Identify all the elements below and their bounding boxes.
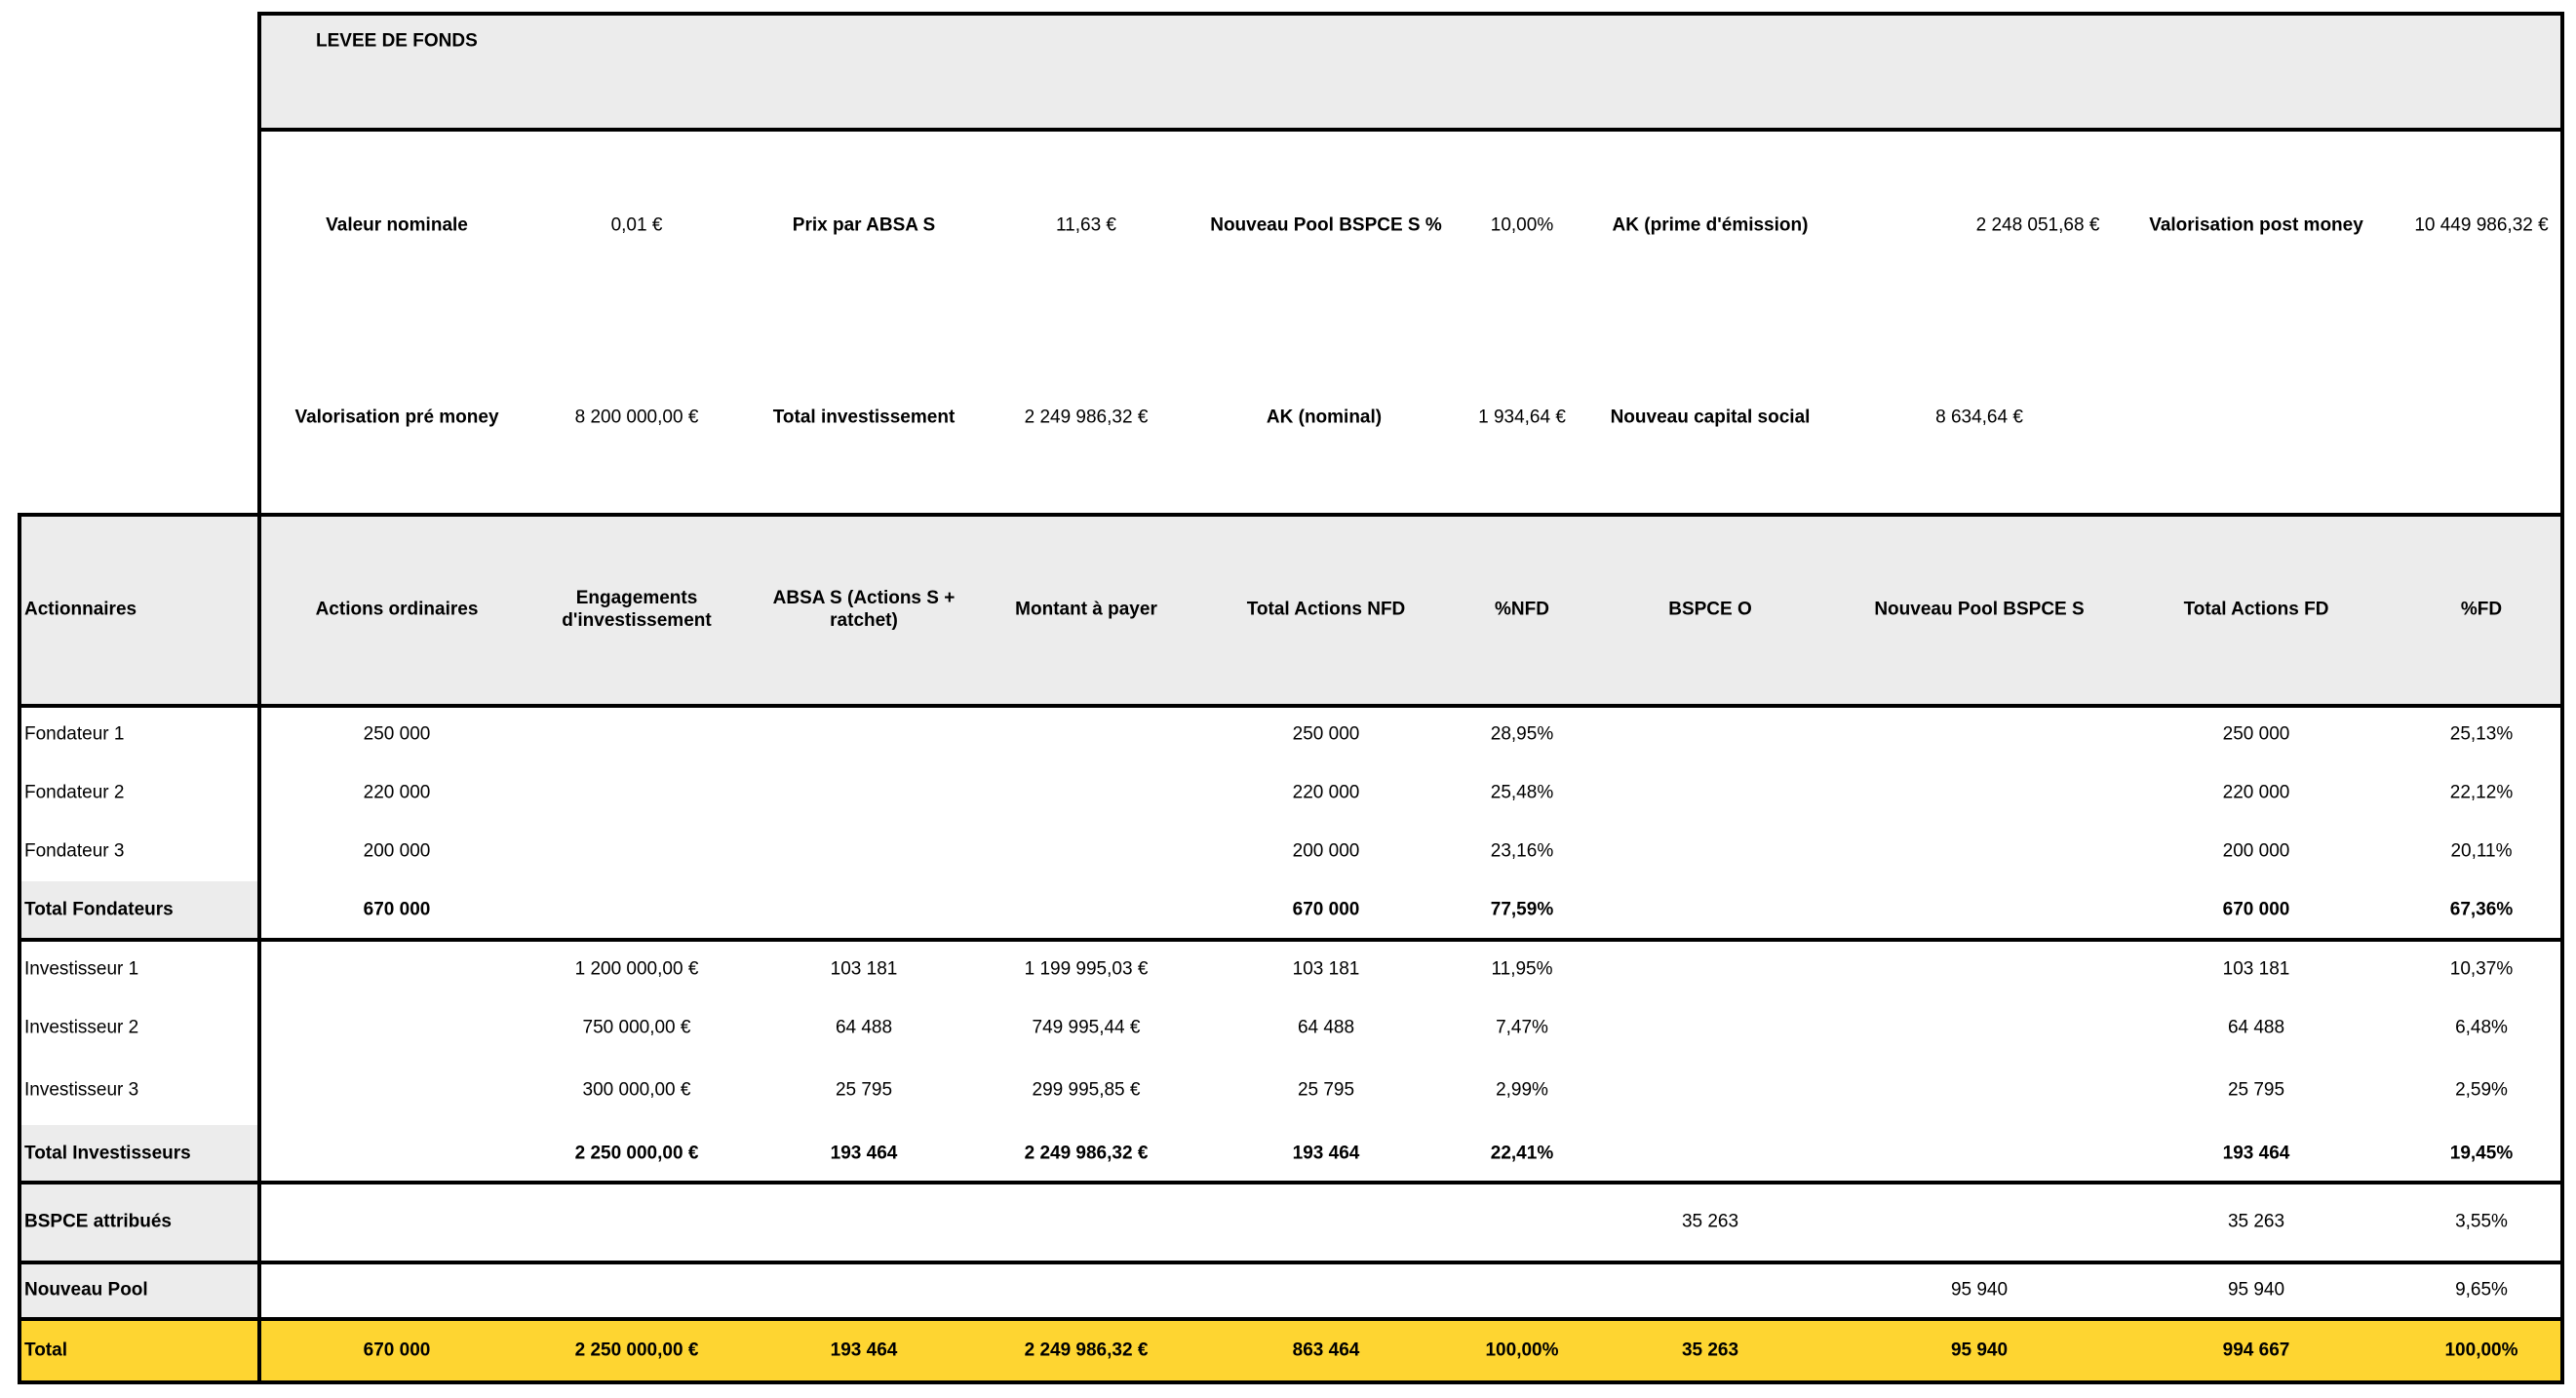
cell-total-fd: 250 000 [2222, 723, 2290, 745]
cell-total-nfd: 64 488 [1297, 1017, 1355, 1038]
border-investors-bottom [18, 1181, 2564, 1184]
cell-total-fd: 193 464 [2222, 1143, 2290, 1164]
cell-actions-ordinaires: 250 000 [363, 723, 431, 745]
row-label: Total [24, 1340, 67, 1361]
cell-pct-fd: 20,11% [2450, 840, 2513, 862]
row-label: Investisseur 3 [24, 1079, 139, 1101]
cell-pct-fd: 9,65% [2455, 1279, 2508, 1301]
cell-pct-nfd: 11,95% [1491, 958, 1553, 980]
cell-pct-nfd: 2,99% [1496, 1079, 1548, 1101]
new-capital-value: 8 634,64 € [1935, 407, 2023, 428]
title-band [259, 14, 2560, 129]
cell-pct-fd: 67,36% [2449, 899, 2514, 920]
col-montant: Montant à payer [1015, 599, 1157, 620]
cell-total-fd: 220 000 [2222, 782, 2290, 803]
cell-engagements: 1 200 000,00 € [574, 958, 699, 980]
total-invest-value: 2 249 986,32 € [1024, 407, 1149, 428]
total-invest-label: Total investissement [772, 407, 956, 428]
col-absa: ABSA S (Actions S + ratchet) [772, 588, 956, 631]
cell-total-nfd: 193 464 [1292, 1143, 1360, 1164]
cell-pct-fd: 2,59% [2455, 1079, 2508, 1101]
cell-pct-nfd: 100,00% [1485, 1340, 1559, 1361]
border-pool-bottom [18, 1317, 2564, 1321]
border-right [2560, 12, 2564, 1384]
ak-nominal-value: 1 934,64 € [1478, 407, 1566, 428]
price-label: Prix par ABSA S [792, 214, 936, 236]
cell-pct-fd: 6,48% [2455, 1017, 2508, 1038]
cell-pool: 95 940 [1950, 1340, 2009, 1361]
cell-total-fd: 994 667 [2222, 1340, 2290, 1361]
cell-actions-ordinaires: 670 000 [363, 1340, 431, 1361]
cell-pct-fd: 19,45% [2449, 1143, 2514, 1164]
cell-engagements: 300 000,00 € [582, 1079, 691, 1101]
cell-total-fd: 64 488 [2227, 1017, 2285, 1038]
border-founders-bottom [18, 938, 2564, 942]
border-bottom [18, 1380, 2564, 1384]
cell-total-fd: 103 181 [2222, 958, 2290, 980]
cell-absa: 103 181 [830, 958, 898, 980]
col-engagements: Engagements d'investissement [562, 588, 712, 631]
pre-money-value: 8 200 000,00 € [574, 407, 699, 428]
pool-pct-label: Nouveau Pool BSPCE S % [1210, 214, 1442, 236]
cell-pct-nfd: 7,47% [1496, 1017, 1548, 1038]
cell-pct-fd: 22,12% [2449, 782, 2514, 803]
cell-total-nfd: 863 464 [1292, 1340, 1360, 1361]
ak-nominal-label: AK (nominal) [1266, 407, 1383, 428]
cell-total-fd: 35 263 [2227, 1211, 2285, 1232]
cell-total-nfd: 250 000 [1292, 723, 1360, 745]
cell-total-fd: 670 000 [2222, 899, 2290, 920]
cell-bspce-o: 35 263 [1681, 1340, 1739, 1361]
cell-absa: 25 795 [835, 1079, 893, 1101]
cell-engagements: 2 250 000,00 € [574, 1143, 699, 1164]
col-pct-nfd: %NFD [1495, 599, 1549, 620]
cell-total-fd: 25 795 [2227, 1079, 2285, 1101]
cell-total-nfd: 25 795 [1297, 1079, 1355, 1101]
cell-pct-fd: 3,55% [2455, 1211, 2508, 1232]
ak-premium-label: AK (prime d'émission) [1612, 214, 1809, 236]
row-label: Investisseur 1 [24, 958, 139, 980]
col-bspce-o: BSPCE O [1668, 599, 1752, 620]
cell-montant: 2 249 986,32 € [1024, 1340, 1149, 1361]
cell-total-fd: 200 000 [2222, 840, 2290, 862]
col-total-fd: Total Actions FD [2183, 599, 2329, 620]
cell-total-nfd: 670 000 [1292, 899, 1360, 920]
cell-pct-fd: 25,13% [2449, 723, 2514, 745]
cell-total-nfd: 220 000 [1292, 782, 1360, 803]
cell-pct-nfd: 25,48% [1490, 782, 1554, 803]
new-capital-label: Nouveau capital social [1610, 407, 1811, 428]
post-money-label: Valorisation post money [2149, 214, 2363, 236]
nominal-label: Valeur nominale [326, 214, 468, 236]
cell-absa: 193 464 [830, 1340, 898, 1361]
cell-total-nfd: 103 181 [1292, 958, 1360, 980]
col-pool: Nouveau Pool BSPCE S [1874, 599, 2085, 620]
section-title: LEVEE DE FONDS [316, 30, 478, 52]
cell-pct-nfd: 23,16% [1490, 840, 1554, 862]
cell-montant: 299 995,85 € [1032, 1079, 1141, 1101]
ak-premium-value: 2 248 051,68 € [1975, 214, 2100, 236]
border-left-inner [257, 12, 261, 1384]
post-money-value: 10 449 986,32 € [2414, 214, 2549, 236]
border-header-bottom [18, 704, 2564, 708]
cell-total-nfd: 200 000 [1292, 840, 1360, 862]
cell-pct-nfd: 77,59% [1490, 899, 1554, 920]
row-label: BSPCE attribués [24, 1211, 172, 1232]
col-actionnaires: Actionnaires [24, 599, 137, 620]
cell-pct-nfd: 22,41% [1490, 1143, 1554, 1164]
price-value: 11,63 € [1056, 214, 1116, 236]
nominal-value: 0,01 € [610, 214, 663, 236]
pre-money-label: Valorisation pré money [294, 407, 499, 428]
row-label: Fondateur 3 [24, 840, 125, 862]
border-top [257, 12, 2564, 16]
cell-actions-ordinaires: 670 000 [363, 899, 431, 920]
cell-engagements: 2 250 000,00 € [574, 1340, 699, 1361]
row-label: Fondateur 2 [24, 782, 125, 803]
cell-montant: 2 249 986,32 € [1024, 1143, 1149, 1164]
row-label: Total Investisseurs [24, 1143, 191, 1164]
cell-pct-fd: 100,00% [2444, 1340, 2518, 1361]
row-label: Total Fondateurs [24, 899, 174, 920]
cell-engagements: 750 000,00 € [582, 1017, 691, 1038]
col-total-nfd: Total Actions NFD [1246, 599, 1406, 620]
cell-bspce-o: 35 263 [1681, 1211, 1739, 1232]
border-table-top [18, 513, 2564, 517]
cell-montant: 749 995,44 € [1032, 1017, 1141, 1038]
border-title-bottom [257, 128, 2564, 132]
cell-pool: 95 940 [1950, 1279, 2009, 1301]
cell-pct-nfd: 28,95% [1490, 723, 1554, 745]
row-label: Nouveau Pool [24, 1279, 148, 1301]
pool-pct-value: 10,00% [1490, 214, 1554, 236]
cell-absa: 64 488 [835, 1017, 893, 1038]
border-left-outer [18, 513, 21, 1384]
col-pct-fd: %FD [2460, 599, 2503, 620]
border-bspce-bottom [18, 1261, 2564, 1264]
cell-actions-ordinaires: 200 000 [363, 840, 431, 862]
cell-montant: 1 199 995,03 € [1024, 958, 1149, 980]
cell-pct-fd: 10,37% [2449, 958, 2514, 980]
cell-total-fd: 95 940 [2227, 1279, 2285, 1301]
row-label: Fondateur 1 [24, 723, 125, 745]
col-actions-ordinaires: Actions ordinaires [315, 599, 479, 620]
cell-absa: 193 464 [830, 1143, 898, 1164]
cell-actions-ordinaires: 220 000 [363, 782, 431, 803]
row-label: Investisseur 2 [24, 1017, 139, 1038]
